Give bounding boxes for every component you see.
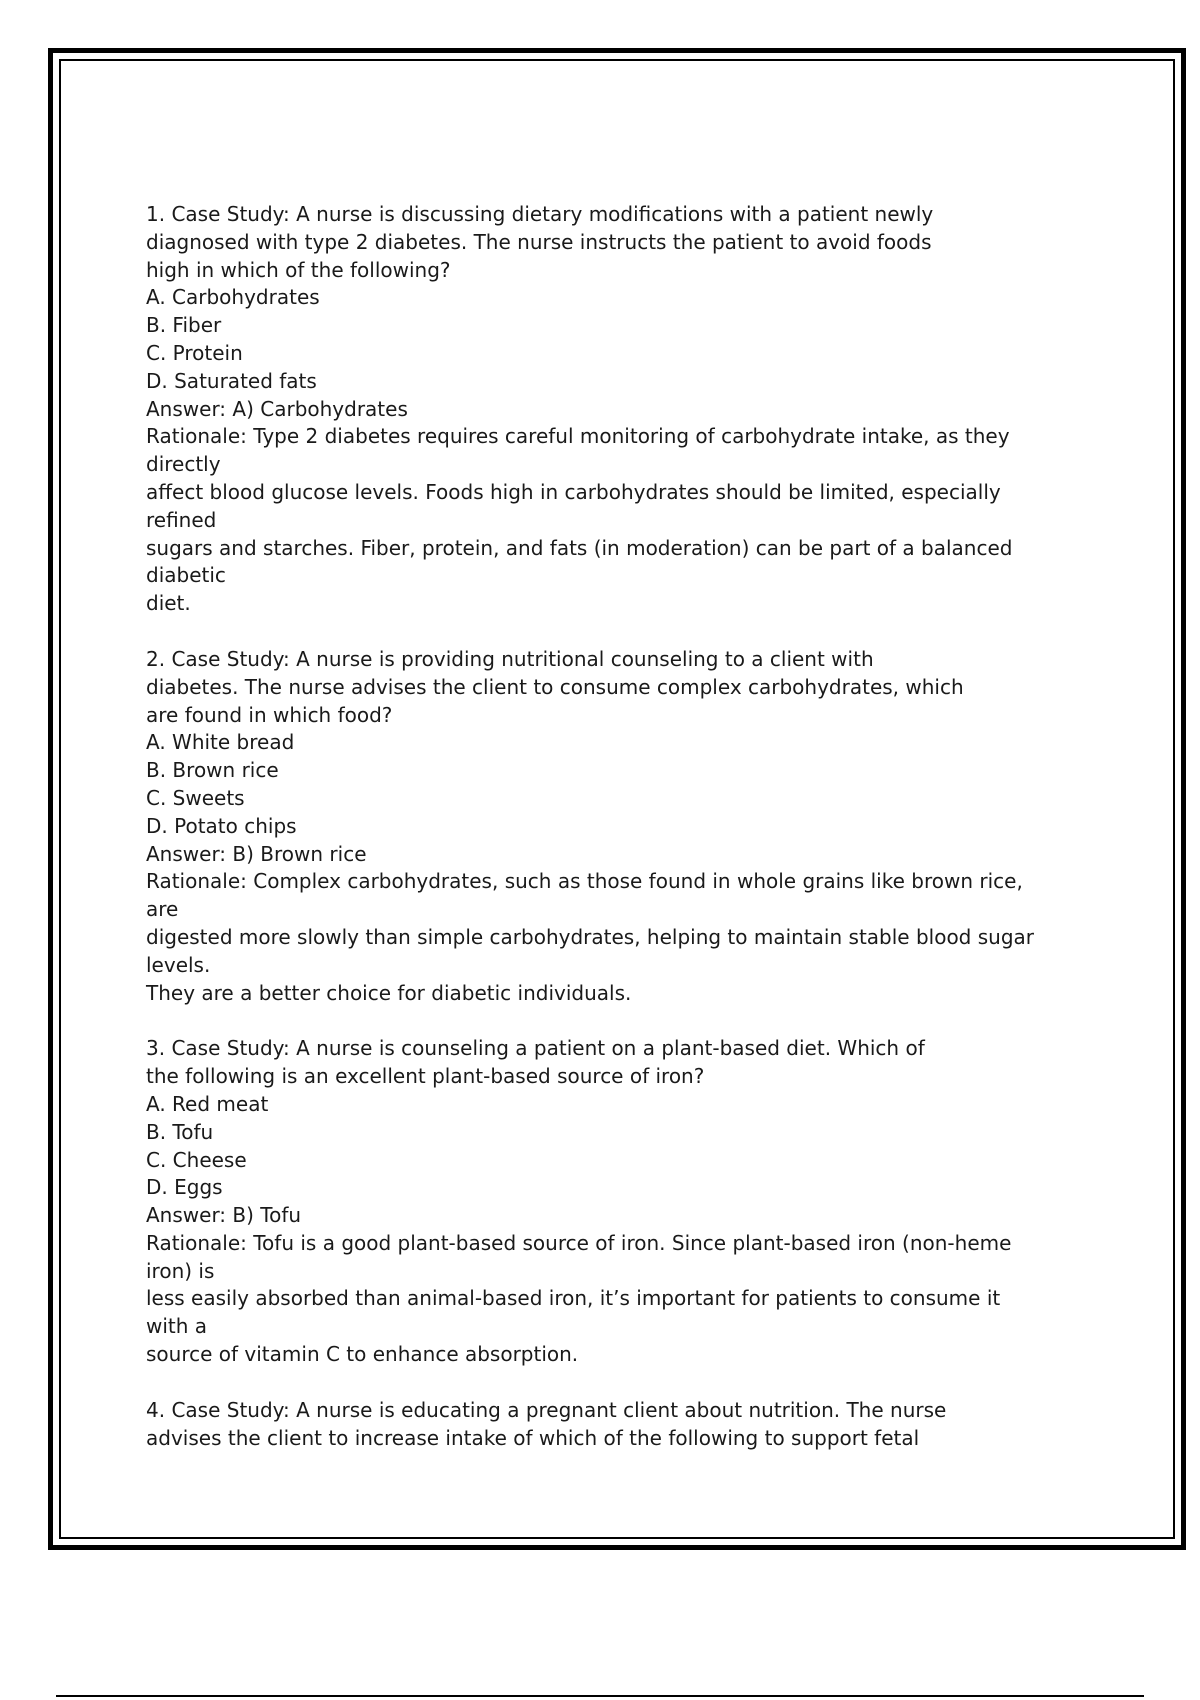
rationale-line: affect blood glucose levels. Foods high in carbohydrates should be limited, especially bbox=[146, 479, 1001, 504]
option-a: A. White bread bbox=[146, 730, 295, 755]
question-line: 2. Case Study: A nurse is providing nutritional counseling to a client with bbox=[146, 646, 874, 671]
question-2 bbox=[146, 646, 1106, 1007]
answer-line: Answer: B) Tofu bbox=[146, 1203, 302, 1228]
rationale-line: source of vitamin C to enhance absorption. bbox=[146, 1342, 579, 1367]
rationale-line: Rationale: Tofu is a good plant-based source of iron. Since plant-based iron (non-heme bbox=[146, 1230, 1012, 1255]
question-line: 4. Case Study: A nurse is educating a pregnant client about nutrition. The nurse bbox=[146, 1397, 947, 1422]
question-line: diabetes. The nurse advises the client to consume complex carbohydrates, which bbox=[146, 674, 964, 699]
answer-line: Answer: A) Carbohydrates bbox=[146, 396, 408, 421]
question-line: diagnosed with type 2 diabetes. The nurse instructs the patient to avoid foods bbox=[146, 229, 932, 254]
option-a: A. Red meat bbox=[146, 1091, 269, 1116]
question-1 bbox=[146, 201, 1106, 618]
questions-content bbox=[146, 201, 1106, 1480]
question-line: advises the client to increase intake of which of the following to support fetal bbox=[146, 1425, 920, 1450]
rationale-line: sugars and starches. Fiber, protein, and fats (in moderation) can be part of a balanced bbox=[146, 535, 1013, 560]
rationale-line: Rationale: Type 2 diabetes requires careful monitoring of carbohydrate intake, as they bbox=[146, 424, 1010, 449]
rationale-line: diabetic bbox=[146, 563, 226, 588]
rationale-line: diet. bbox=[146, 591, 191, 616]
option-c: C. Protein bbox=[146, 340, 243, 365]
option-d: D. Eggs bbox=[146, 1175, 223, 1200]
rationale-line: levels. bbox=[146, 952, 211, 977]
rationale-line: directly bbox=[146, 452, 221, 477]
question-line: high in which of the following? bbox=[146, 257, 451, 282]
question-line: the following is an excellent plant-based source of iron? bbox=[146, 1064, 705, 1089]
option-b: B. Brown rice bbox=[146, 758, 279, 783]
rationale-line: with a bbox=[146, 1314, 208, 1339]
rationale-line: digested more slowly than simple carbohydrates, helping to maintain stable blood sugar bbox=[146, 924, 1034, 949]
option-c: C. Sweets bbox=[146, 785, 245, 810]
rationale-line: are bbox=[146, 897, 179, 922]
rationale-line: refined bbox=[146, 507, 217, 532]
option-c: C. Cheese bbox=[146, 1147, 247, 1172]
option-a: A. Carbohydrates bbox=[146, 285, 320, 310]
option-b: B. Tofu bbox=[146, 1119, 214, 1144]
question-4 bbox=[146, 1397, 1106, 1453]
question-line: are found in which food? bbox=[146, 702, 393, 727]
question-3 bbox=[146, 1035, 1106, 1369]
rationale-line: They are a better choice for diabetic individuals. bbox=[146, 980, 632, 1005]
answer-line: Answer: B) Brown rice bbox=[146, 841, 367, 866]
bottom-rule bbox=[56, 1695, 1144, 1697]
rationale-line: iron) is bbox=[146, 1258, 215, 1283]
option-b: B. Fiber bbox=[146, 313, 222, 338]
option-d: D. Potato chips bbox=[146, 813, 297, 838]
option-d: D. Saturated fats bbox=[146, 368, 317, 393]
rationale-line: Rationale: Complex carbohydrates, such as those found in whole grains like brown rice, bbox=[146, 869, 1023, 894]
question-line: 3. Case Study: A nurse is counseling a patient on a plant-based diet. Which of bbox=[146, 1036, 925, 1061]
question-line: 1. Case Study: A nurse is discussing dietary modifications with a patient newly bbox=[146, 202, 934, 226]
rationale-line: less easily absorbed than animal-based iron, it’s important for patients to consume it bbox=[146, 1286, 1001, 1311]
